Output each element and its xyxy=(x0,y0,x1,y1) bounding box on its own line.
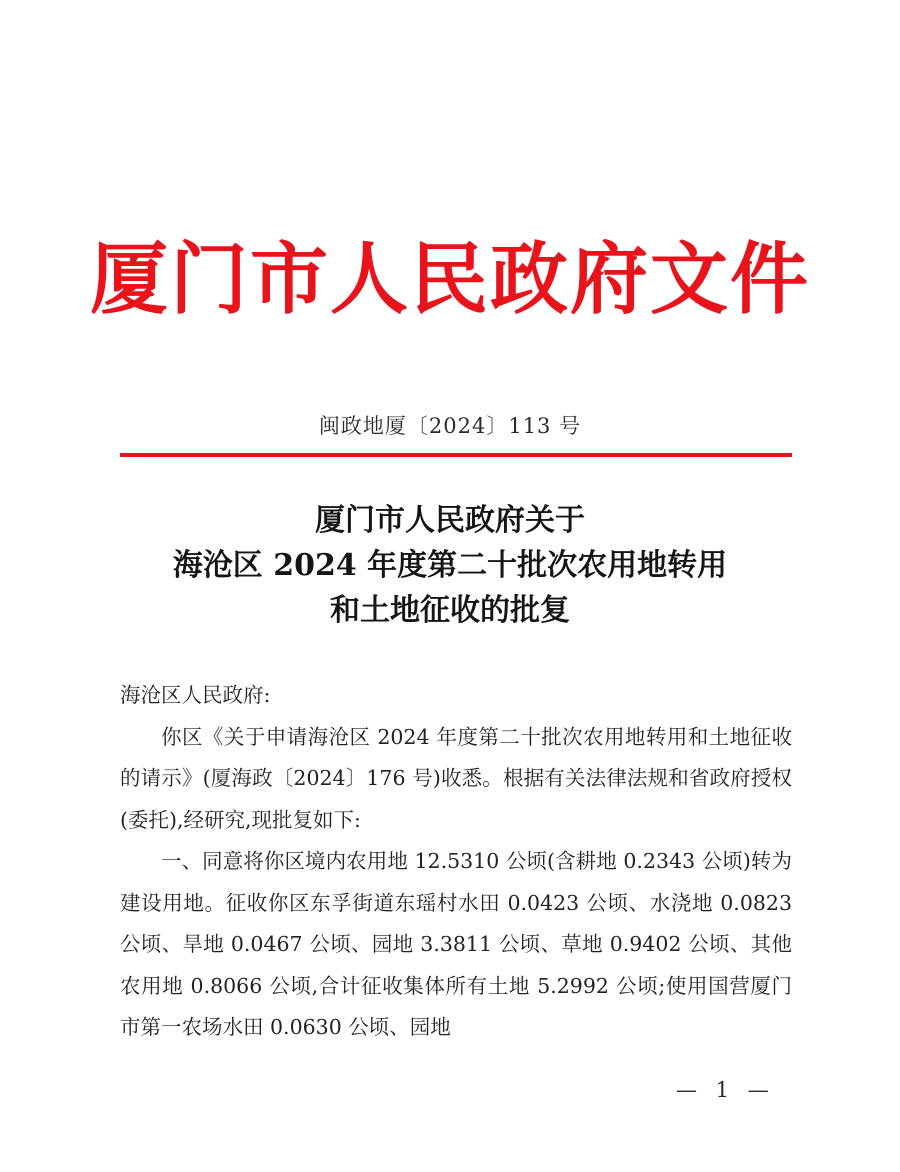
title-line-1: 厦门市人民政府关于 xyxy=(315,503,585,538)
document-masthead: 厦门市人民政府文件 xyxy=(89,234,810,325)
document-title xyxy=(0,498,900,633)
title-line-3: 和土地征收的批复 xyxy=(330,593,570,628)
title-line-2: 海沧区 2024 年度第二十批次农用地转用 xyxy=(172,548,728,583)
red-divider-line xyxy=(120,453,792,457)
salutation: 海沧区人民政府: xyxy=(120,683,271,707)
document-body xyxy=(120,675,792,1049)
page-number: — 1 — xyxy=(676,1078,775,1102)
body-paragraph: 你区《关于申请海沧区 2024 年度第二十批次农用地转用和土地征收的请示》(厦海政〔2024〕176 号)收悉。根据有关法律法规和省政府授权(委托),经研究,现批复如下: xyxy=(120,724,792,832)
document-number: 闽政地厦〔2024〕113 号 xyxy=(318,414,582,438)
body-paragraph: 一、同意将你区境内农用地 12.5310 公顷(含耕地 0.2343 公顷)转为建设用地。征收你区东孚街道东瑶村水田 0.0423 公顷、水浇地 0.0823 公顷、旱地 0.0467 公顷、园地 3.3811 公顷、草地 0.9402 公顷、其他农用地 0.8066 公顷,合计征收集体所有土地 5.2992 公顷;使用国营厦门市第一农场水田 0.0630 公顷、园地 xyxy=(120,849,792,1039)
